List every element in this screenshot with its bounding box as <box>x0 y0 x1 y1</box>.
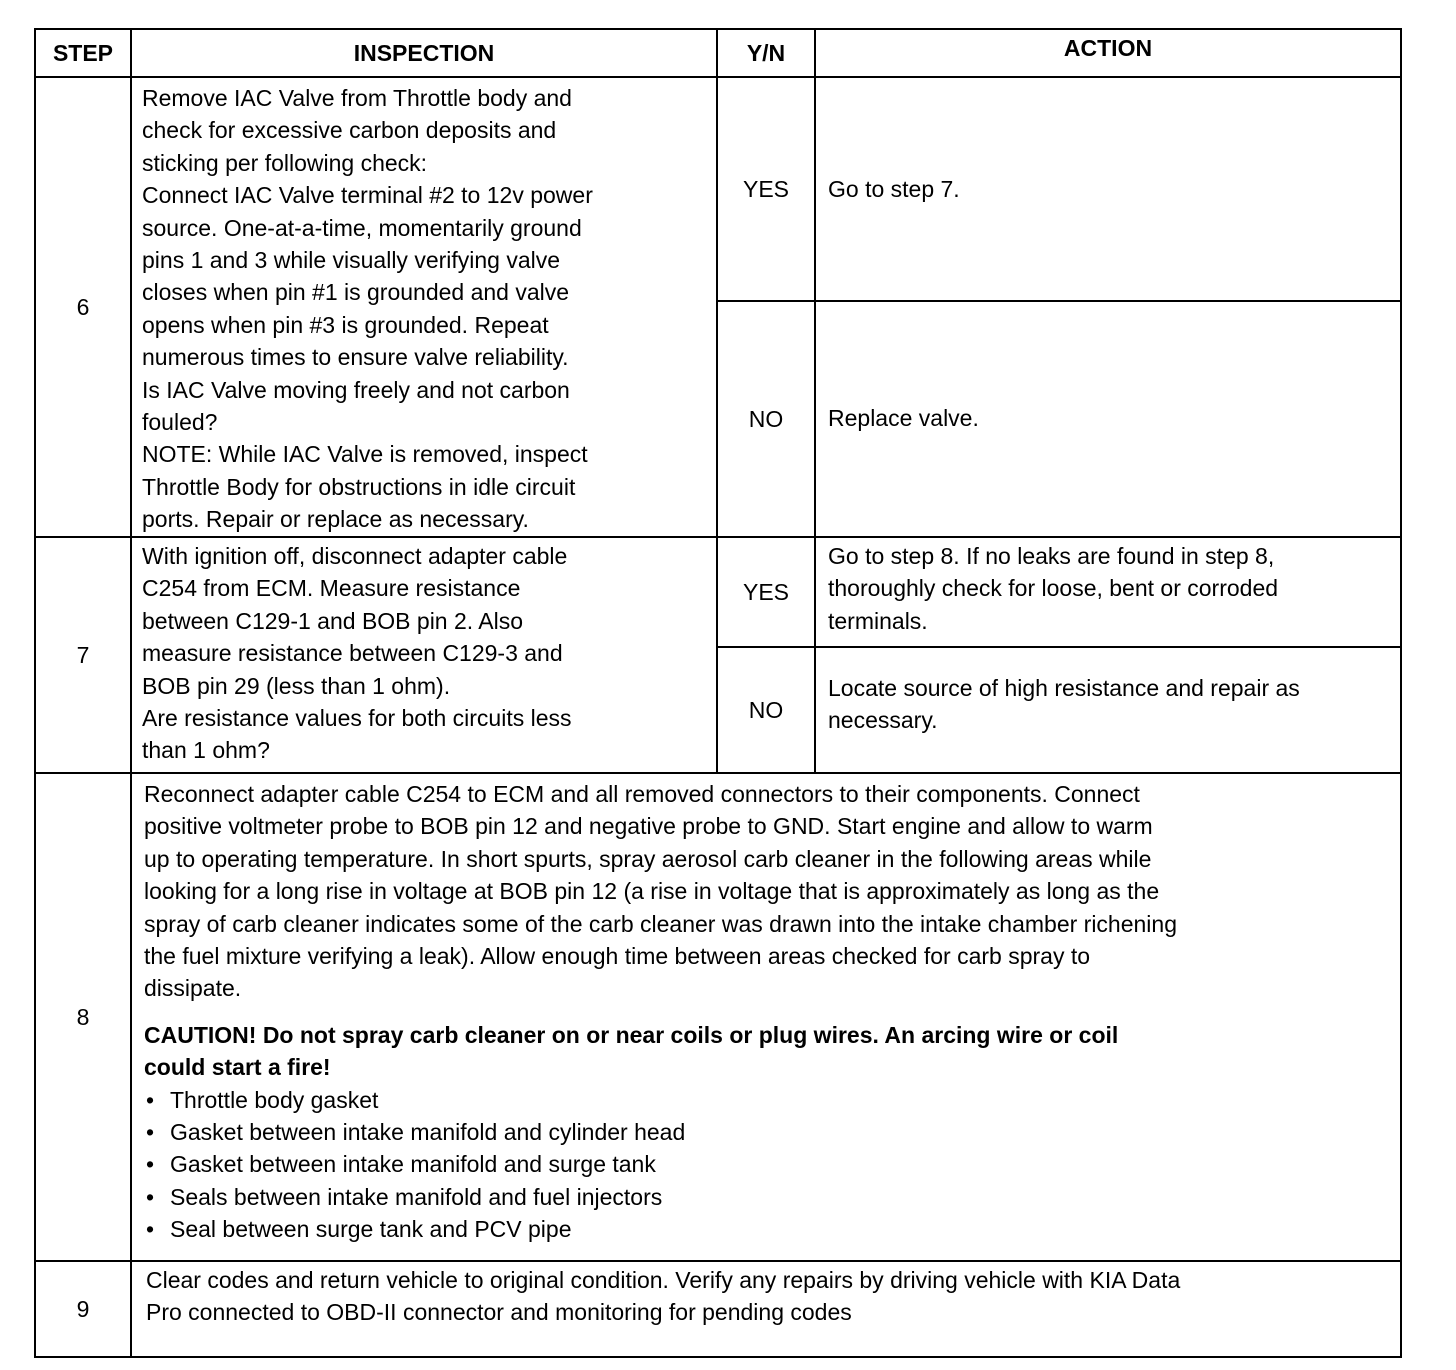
yn-no: NO <box>748 696 784 723</box>
step-column-divider <box>130 28 132 1358</box>
row8-row9-divider <box>34 1260 1402 1262</box>
yn-yes: YES <box>742 578 790 605</box>
leak-check-list <box>144 1084 1394 1246</box>
step-number: 9 <box>76 1295 90 1322</box>
row6-yes-no-divider <box>718 300 1402 302</box>
list-item: • Throttle body gasket <box>144 1084 1394 1116</box>
header-step: STEP <box>52 39 114 66</box>
caution-note: CAUTION! Do not spray carb cleaner on or near coils or plug wires. An arcing wire or coil could start a fire! <box>144 1021 1119 1081</box>
table-border-right <box>1400 28 1402 1358</box>
inspection-text: With ignition off, disconnect adapter cable C254 from ECM. Measure resistance between C129-1 and BOB pin 2. Also measure resistance between C129-3 and BOB pin 29 (less than 1 ohm). Are resistance values for both circuits less than 1 ohm? <box>142 543 572 764</box>
row7-row8-divider <box>34 772 1402 774</box>
action-text: Locate source of high resistance and repair as necessary. <box>828 675 1300 734</box>
step-number: 6 <box>76 293 90 320</box>
step8-content <box>144 778 1394 1246</box>
inspection-text: Remove IAC Valve from Throttle body and check for excessive carbon deposits and sticking per following check: Connect IAC Valve terminal #2 to 12v power source. One-at-a-time, momentarily ground pins 1 and 3 while visually verifying valve closes when pin #1 is grounded and valve opens when pin #3 is grounded. Repeat numerous times to ensure valve reliability. Is IAC Valve moving freely and not carbon fouled? NOTE: While IAC Valve is removed, inspect Throttle Body for obstructions in idle circuit ports. Repair or replace as necessary. <box>142 85 593 533</box>
list-item: • Gasket between intake manifold and surge tank <box>144 1148 1394 1180</box>
step-number: 8 <box>76 1003 90 1030</box>
table-border-bottom <box>34 1356 1402 1358</box>
list-item: • Gasket between intake manifold and cylinder head <box>144 1116 1394 1148</box>
list-item: • Seals between intake manifold and fuel injectors <box>144 1181 1394 1213</box>
step-number: 7 <box>76 641 90 668</box>
action-text: Replace valve. <box>828 405 979 431</box>
step8-text: Reconnect adapter cable C254 to ECM and all removed connectors to their components. Connect positive voltmeter probe to BOB pin 12 and negative probe to GND. Start engine and allow to warm up to operating temperature. In short spurts, spray aerosol carb cleaner in the following areas while looking for a long rise in voltage at BOB pin 12 (a rise in voltage that is approximately as long as the spray of carb cleaner indicates some of the carb cleaner was drawn into the intake chamber richening the fuel mixture verifying a leak). Allow enough time between areas checked for carb spray to dissipate. <box>144 781 1177 1002</box>
action-text: Go to step 8. If no leaks are found in step 8, thoroughly check for loose, bent or corroded terminals. <box>828 543 1279 634</box>
row7-yes-no-divider <box>718 646 1402 648</box>
step9-text: Clear codes and return vehicle to original condition. Verify any repairs by driving vehicle with KIA Data Pro connected to OBD-II connector and monitoring for pending codes <box>146 1267 1181 1326</box>
yn-no: NO <box>748 405 784 432</box>
diagnostic-table <box>34 28 1402 1358</box>
header-action: ACTION <box>1063 34 1153 61</box>
yn-yes: YES <box>742 175 790 202</box>
list-item: • Seal between surge tank and PCV pipe <box>144 1213 1394 1245</box>
header-inspection: INSPECTION <box>353 39 495 66</box>
header-yn: Y/N <box>746 39 786 66</box>
action-text: Go to step 7. <box>828 176 960 202</box>
yn-column-divider <box>814 28 816 774</box>
